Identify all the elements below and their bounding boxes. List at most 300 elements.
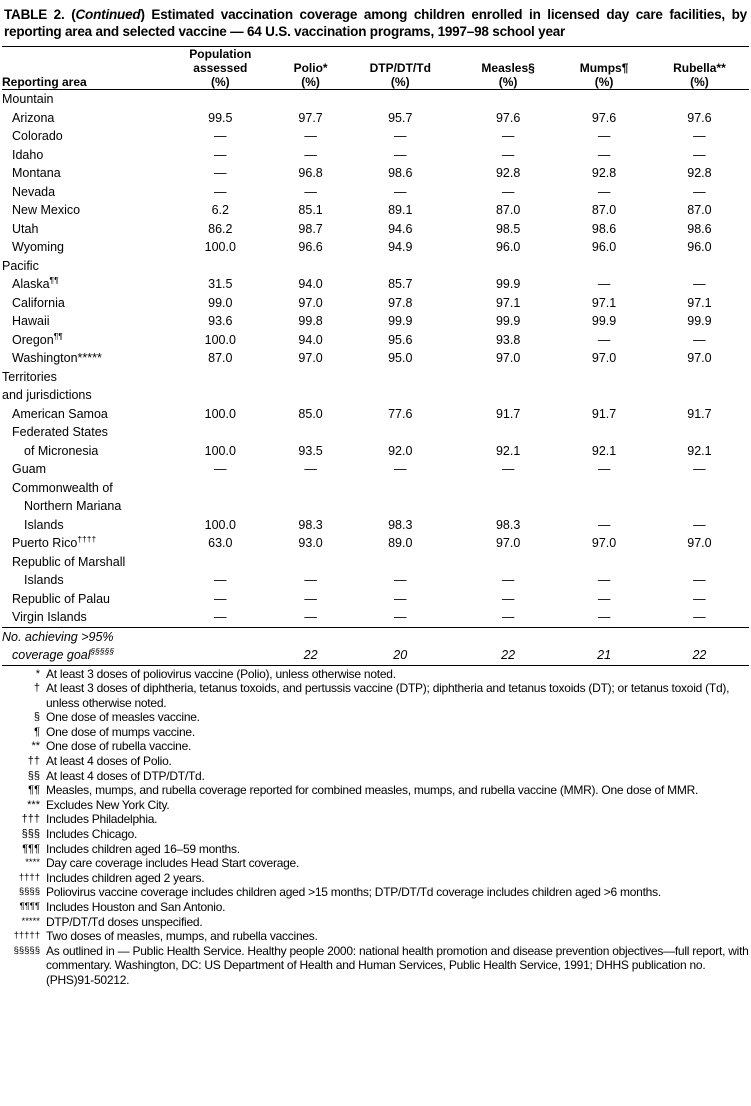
- cell-5: [558, 368, 650, 387]
- cell-4: 87.0: [495, 203, 521, 217]
- table-row: [2, 349, 749, 368]
- cell-6: 98.6: [687, 221, 712, 236]
- row-label: Alaska¶¶: [12, 274, 59, 291]
- cell-1: 63.0: [208, 536, 233, 550]
- row-label: Idaho: [12, 147, 44, 162]
- cell-2: [279, 627, 343, 646]
- cell-1: 100.0: [204, 406, 236, 421]
- footnote-marker: †††††: [13, 930, 40, 942]
- cell-6: 91.7: [687, 406, 712, 421]
- row-label: Montana: [12, 166, 61, 180]
- table-row: [2, 238, 749, 257]
- cell-3: —: [394, 184, 407, 199]
- title-prefix: TABLE 2. (: [4, 7, 76, 22]
- table-group-row: [2, 368, 749, 387]
- col-header-mumps: Mumps¶ (%): [579, 61, 629, 89]
- footnote-text: As outlined in — Public Health Service. Healthy people 2000: national health promotion and disease prevention objectives—full report, with commentary. Washington, DC: US Department of Health and Human Services, Public Health Service, 1991; DHHS publication no. (PHS)91-50212.: [46, 943, 749, 987]
- col-header-dtp: DTP/DT/Td (%): [369, 61, 431, 89]
- table-group-row: [2, 90, 749, 109]
- cell-3: 94.9: [388, 240, 413, 254]
- row-label: Guam: [12, 462, 47, 476]
- cell-3: 92.0: [388, 443, 413, 458]
- row-label: of Micronesia: [24, 443, 99, 458]
- cell-4: [458, 479, 558, 498]
- cell-4: [458, 257, 558, 276]
- cell-1: [162, 423, 279, 442]
- cell-4: —: [501, 462, 515, 476]
- cell-6: 97.1: [687, 295, 712, 310]
- cell-6: —: [693, 129, 706, 143]
- cell-5: [558, 497, 650, 516]
- cell-5: [558, 553, 650, 572]
- cell-1: 6.2: [211, 203, 229, 217]
- cell-3: 95.0: [388, 351, 413, 365]
- cell-4: 96.0: [495, 240, 521, 254]
- cell-4: 97.0: [495, 536, 521, 550]
- row-label: Wyoming: [12, 240, 64, 254]
- cell-1: [162, 627, 279, 646]
- cell-1: —: [214, 462, 227, 476]
- cell-1: 100.0: [204, 443, 236, 458]
- table-row: [2, 590, 749, 609]
- table-total-row: [2, 627, 749, 646]
- row-label: coverage goal§§§§§: [12, 645, 115, 662]
- cell-2: [279, 423, 343, 442]
- footnote: [2, 739, 749, 754]
- cell-6: 92.8: [687, 166, 712, 180]
- footnote: [2, 710, 749, 725]
- cell-4: —: [501, 573, 515, 587]
- footnote-text: Two doses of measles, mumps, and rubella vaccines.: [46, 929, 318, 944]
- cell-5: —: [597, 129, 611, 143]
- cell-4: —: [501, 610, 515, 624]
- row-label: Puerto Rico††††: [12, 533, 97, 550]
- footnote-text: Includes Houston and San Antonio.: [46, 900, 226, 914]
- cell-5: 97.6: [591, 110, 617, 125]
- row-label: California: [12, 295, 65, 310]
- footnote-text: Poliovirus vaccine coverage includes children aged >15 months; DTP/DT/Td coverage includes children aged >6 months.: [46, 885, 661, 900]
- row-label: Mountain: [2, 92, 54, 106]
- table-header-row: [2, 47, 749, 90]
- cell-6: 22: [692, 648, 707, 662]
- cell-6: [650, 627, 749, 646]
- cell-2: —: [304, 591, 317, 606]
- cell-2: 97.0: [298, 295, 323, 310]
- table-row: [2, 220, 749, 239]
- cell-4: [458, 368, 558, 387]
- row-label: Utah: [12, 221, 39, 236]
- cell-6: [650, 497, 749, 516]
- footnote: [2, 667, 749, 682]
- cell-1: [162, 386, 279, 405]
- row-label: Republic of Marshall: [12, 554, 126, 569]
- cell-4: 98.3: [495, 517, 521, 532]
- footnote-marker: †††: [21, 813, 40, 826]
- row-label: Islands: [24, 573, 64, 587]
- cell-2: [279, 479, 343, 498]
- row-label: and jurisdictions: [2, 388, 92, 402]
- row-label: Washington*****: [12, 351, 102, 365]
- cell-6: —: [693, 462, 706, 476]
- cell-6: —: [693, 591, 706, 606]
- title-suffix: ) Estimated vaccination coverage among children enrolled in licensed day care facilities, by reporting area and selected vaccine — 64 U.S. vaccination programs, 1997–98 school year: [4, 7, 747, 39]
- cell-4: 93.8: [495, 332, 521, 347]
- cell-2: [279, 368, 343, 387]
- cell-4: [458, 553, 558, 572]
- row-label: Territories: [2, 369, 57, 384]
- cell-3: —: [394, 591, 407, 606]
- cell-3: 77.6: [388, 406, 413, 421]
- cell-1: 99.5: [208, 110, 233, 125]
- col-header-rubella: Rubella** (%): [673, 61, 726, 89]
- table-row: [2, 331, 749, 350]
- cell-6: 92.1: [687, 443, 712, 458]
- cell-3: —: [394, 147, 407, 162]
- cell-2: 22: [303, 648, 318, 662]
- cell-2: —: [304, 147, 317, 162]
- row-label: Republic of Palau: [12, 591, 110, 606]
- footnote-text: DTP/DT/Td doses unspecified.: [46, 914, 203, 929]
- cell-6: —: [693, 277, 706, 291]
- footnote: [2, 885, 749, 900]
- footnote-text: One dose of measles vaccine.: [46, 710, 200, 725]
- table-row: [2, 127, 749, 146]
- cell-2: —: [304, 573, 317, 587]
- table-row: [2, 553, 749, 572]
- cell-2: 98.7: [298, 221, 323, 236]
- cell-4: 98.5: [495, 221, 521, 236]
- footnote: [2, 842, 749, 857]
- col-header-population-assessed: Population assessed (%): [189, 47, 252, 89]
- cell-3: 20: [393, 648, 408, 662]
- cell-5: 87.0: [591, 203, 617, 217]
- vaccination-coverage-table: [2, 46, 749, 666]
- cell-2: —: [304, 610, 317, 624]
- cell-2: 93.0: [298, 536, 323, 550]
- row-label: Pacific: [2, 258, 39, 273]
- table-total-row: [2, 646, 749, 665]
- cell-6: [650, 257, 749, 276]
- cell-5: —: [597, 462, 611, 476]
- cell-4: [458, 497, 558, 516]
- cell-2: 85.1: [298, 203, 323, 217]
- cell-6: —: [693, 332, 706, 347]
- footnote-text: Includes children aged 16–59 months.: [46, 841, 240, 856]
- footnote-text: At least 4 doses of Polio.: [46, 754, 172, 769]
- cell-6: 87.0: [687, 203, 712, 217]
- row-label: Nevada: [12, 184, 56, 199]
- footnote: [2, 681, 749, 710]
- cell-6: —: [693, 184, 706, 199]
- cell-4: —: [501, 591, 515, 606]
- row-label: Colorado: [12, 129, 63, 143]
- cell-1: —: [214, 184, 227, 199]
- cell-6: [650, 90, 749, 109]
- cell-4: [458, 90, 558, 109]
- cell-3: —: [394, 610, 407, 624]
- cell-5: [558, 90, 650, 109]
- row-label: Northern Mariana: [24, 499, 122, 513]
- cell-5: 91.7: [591, 406, 617, 421]
- footnote: [2, 812, 749, 827]
- row-label: Commonwealth of: [12, 480, 113, 495]
- footnote-text: One dose of rubella vaccine.: [46, 739, 192, 754]
- cell-5: —: [597, 277, 611, 291]
- footnote-marker: ¶: [34, 725, 40, 738]
- cell-5: 97.0: [591, 351, 617, 365]
- footnote-text: Measles, mumps, and rubella coverage reported for combined measles, mumps, and rubella vaccine (MMR). One dose of MMR.: [46, 783, 699, 798]
- cell-1: —: [214, 129, 227, 143]
- footnote: [2, 900, 749, 915]
- cell-2: 94.0: [298, 277, 323, 291]
- cell-6: —: [693, 517, 706, 532]
- footnote: [2, 856, 749, 871]
- cell-4: —: [501, 129, 515, 143]
- table-row: [2, 201, 749, 220]
- row-label: Islands: [24, 517, 64, 532]
- footnote-marker: §: [33, 711, 40, 724]
- cell-5: 92.1: [591, 443, 617, 458]
- cell-6: 97.0: [687, 351, 712, 365]
- cell-2: 99.8: [298, 314, 323, 328]
- footnote-marker: ****: [25, 857, 40, 869]
- cell-6: 97.0: [687, 536, 712, 550]
- table-head: [2, 47, 749, 90]
- cell-3: 95.7: [388, 110, 413, 125]
- col-header-polio: Polio* (%): [293, 61, 328, 89]
- cell-5: 98.6: [591, 221, 617, 236]
- cell-4: [458, 423, 558, 442]
- row-label: Federated States: [12, 425, 108, 439]
- cell-5: —: [597, 332, 611, 347]
- cell-3: [343, 553, 458, 572]
- table-row: [2, 312, 749, 331]
- cell-6: [650, 368, 749, 387]
- cell-5: 99.9: [591, 314, 617, 328]
- footnote-marker: *****: [21, 915, 40, 927]
- footnote-text: Includes children aged 2 years.: [46, 870, 205, 885]
- table-row: [2, 275, 749, 294]
- table-row: [2, 405, 749, 424]
- table-group-row: [2, 257, 749, 276]
- cell-1: 31.5: [208, 277, 233, 291]
- cell-5: —: [597, 517, 611, 532]
- cell-6: [650, 553, 749, 572]
- cell-3: [343, 368, 458, 387]
- cell-3: [343, 90, 458, 109]
- table-row: [2, 516, 749, 535]
- cell-1: 100.0: [204, 517, 236, 532]
- cell-3: [343, 479, 458, 498]
- cell-1: [162, 646, 279, 665]
- footnote-text: At least 3 doses of poliovirus vaccine (Polio), unless otherwise noted.: [46, 666, 396, 681]
- footnote-marker: ¶¶¶¶: [19, 901, 40, 912]
- cell-4: 97.0: [495, 351, 521, 365]
- row-label: New Mexico: [12, 203, 81, 217]
- footnote-text: Includes Chicago.: [46, 827, 138, 842]
- cell-1: [162, 479, 279, 498]
- cell-4: 97.6: [495, 110, 521, 125]
- footnote-marker: §§: [27, 769, 40, 782]
- cell-3: [343, 627, 458, 646]
- footnote-marker: §§§§§: [13, 944, 40, 956]
- footnote: [2, 915, 749, 930]
- cell-1: 86.2: [208, 221, 233, 236]
- cell-2: 96.6: [298, 240, 323, 254]
- cell-1: —: [214, 591, 227, 606]
- row-label: No. achieving >95%: [2, 629, 114, 644]
- footnote: [2, 944, 749, 988]
- row-label: Arizona: [12, 110, 55, 125]
- cell-2: 94.0: [298, 332, 323, 347]
- footnote-text: One dose of mumps vaccine.: [46, 724, 195, 739]
- footnote: [2, 798, 749, 813]
- footnote-text: Excludes New York City.: [46, 797, 170, 812]
- cell-6: 97.6: [687, 110, 712, 125]
- table-row: [2, 571, 749, 590]
- footnote-marker: *: [35, 667, 40, 680]
- cell-5: —: [597, 147, 611, 162]
- title-continued: Continued: [75, 7, 141, 22]
- cell-6: [650, 479, 749, 498]
- cell-2: [279, 257, 343, 276]
- cell-2: —: [304, 129, 317, 143]
- cell-3: 98.3: [388, 517, 413, 532]
- table-row: [2, 164, 749, 183]
- cell-4: 99.9: [495, 277, 521, 291]
- cell-6: —: [693, 147, 706, 162]
- cell-3: [343, 257, 458, 276]
- cell-3: [343, 423, 458, 442]
- cell-1: 93.6: [208, 314, 233, 328]
- cell-3: 94.6: [388, 221, 413, 236]
- footnote: [2, 871, 749, 886]
- cell-2: [279, 553, 343, 572]
- table-row: [2, 460, 749, 479]
- table-body: [2, 90, 749, 666]
- cell-6: —: [693, 610, 706, 624]
- table-row: [2, 183, 749, 202]
- cell-3: 85.7: [388, 277, 413, 291]
- cell-5: [558, 257, 650, 276]
- page-title: [4, 6, 747, 40]
- row-label: Virgin Islands: [12, 610, 87, 624]
- cell-3: —: [394, 462, 407, 476]
- cell-3: [343, 386, 458, 405]
- cell-5: [558, 627, 650, 646]
- cell-2: 97.7: [298, 110, 323, 125]
- col-header-measles: Measles§ (%): [481, 61, 535, 89]
- cell-2: [279, 90, 343, 109]
- cell-6: [650, 386, 749, 405]
- col-header-reporting-area: Reporting area: [2, 75, 87, 89]
- cell-1: 100.0: [204, 240, 236, 254]
- cell-3: —: [394, 129, 407, 143]
- footnote-marker: ††: [27, 755, 40, 768]
- table-row: [2, 608, 749, 627]
- footnote-text: Includes Philadelphia.: [46, 812, 158, 827]
- table-row: [2, 146, 749, 165]
- footnote-marker: §§§§: [18, 886, 40, 898]
- cell-1: —: [214, 573, 227, 587]
- cell-4: —: [501, 184, 515, 199]
- table-row: [2, 423, 749, 442]
- cell-5: —: [597, 573, 611, 587]
- footnote-marker: ¶¶¶: [22, 842, 40, 855]
- cell-1: —: [214, 166, 227, 180]
- cell-1: [162, 368, 279, 387]
- footnote-text: At least 4 doses of DTP/DT/Td.: [46, 768, 205, 783]
- row-label: American Samoa: [12, 406, 108, 421]
- row-label: Hawaii: [12, 314, 50, 328]
- cell-6: 99.9: [687, 314, 712, 328]
- footnote: [2, 754, 749, 769]
- cell-2: [279, 497, 343, 516]
- table-row: [2, 497, 749, 516]
- cell-2: 93.5: [298, 443, 323, 458]
- cell-4: 97.1: [495, 295, 521, 310]
- cell-3: 89.0: [388, 536, 413, 550]
- table-row: [2, 294, 749, 313]
- cell-4: 92.8: [495, 166, 521, 180]
- cell-4: 99.9: [495, 314, 521, 328]
- cell-3: 95.6: [388, 332, 413, 347]
- footnote-marker: §§§: [21, 828, 40, 841]
- cell-4: [458, 386, 558, 405]
- cell-4: 92.1: [495, 443, 521, 458]
- footnote: [2, 783, 749, 798]
- cell-3: 89.1: [388, 203, 413, 217]
- cell-1: [162, 257, 279, 276]
- footnote: [2, 929, 749, 944]
- cell-4: 91.7: [495, 406, 521, 421]
- cell-1: [162, 497, 279, 516]
- cell-5: 92.8: [591, 166, 617, 180]
- cell-5: 96.0: [591, 240, 617, 254]
- table-row: [2, 442, 749, 461]
- cell-5: —: [597, 610, 611, 624]
- cell-3: [343, 497, 458, 516]
- footnote-marker: ¶¶: [28, 784, 40, 797]
- cell-3: 98.6: [388, 166, 413, 180]
- cell-1: —: [214, 147, 227, 162]
- cell-5: —: [597, 184, 611, 199]
- cell-2: 85.0: [298, 406, 323, 421]
- cell-3: 99.9: [388, 314, 413, 328]
- cell-1: 99.0: [208, 295, 233, 310]
- cell-1: 87.0: [208, 351, 233, 365]
- footnote-marker: ††††: [18, 871, 40, 883]
- cell-1: [162, 90, 279, 109]
- cell-5: —: [597, 591, 611, 606]
- cell-1: —: [214, 610, 227, 624]
- footnote-marker: †: [33, 682, 40, 695]
- cell-4: [458, 627, 558, 646]
- footnote: [2, 725, 749, 740]
- cell-1: [162, 553, 279, 572]
- cell-3: 97.8: [388, 295, 413, 310]
- table-bottom-rule: [2, 665, 749, 666]
- footnotes-list: [2, 667, 749, 988]
- cell-5: 21: [597, 648, 612, 662]
- cell-5: 97.1: [591, 295, 617, 310]
- cell-5: 97.0: [591, 536, 617, 550]
- table-row: [2, 479, 749, 498]
- cell-2: 96.8: [298, 166, 323, 180]
- cell-5: [558, 386, 650, 405]
- cell-6: [650, 423, 749, 442]
- footnote-marker: **: [31, 740, 40, 753]
